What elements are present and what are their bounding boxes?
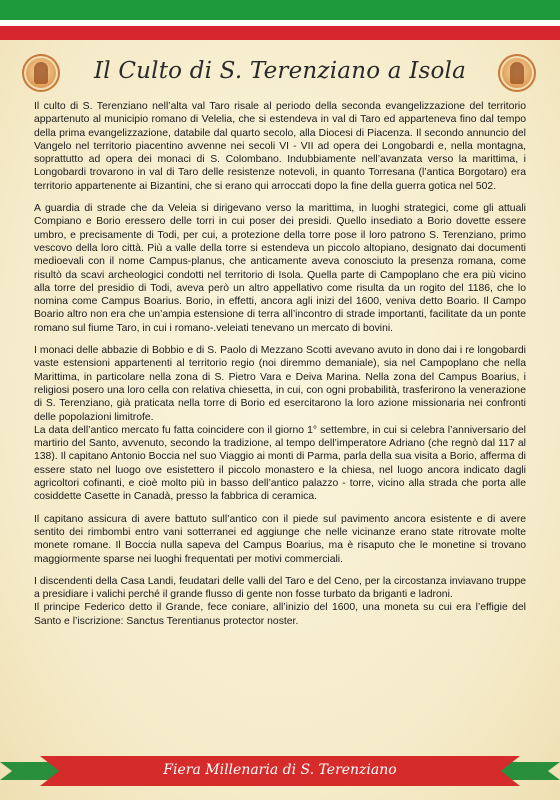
- banner-text: Fiera Millenaria di S. Terenziano: [163, 762, 397, 778]
- top-stripe-green: [0, 0, 560, 20]
- seal-emblem-icon: [498, 54, 536, 92]
- paragraph: A guardia di strade che da Veleia si dirigevano verso la marittima, in luoghi strategici, come gli attuali Compiano e Borio eressero delle torri in cui poser dei presidi. Quello insediato a Borio dovette essere umbro, e precisamente di Todi, per cui, a protezione della torre pose il loro patrono S. Terenziano, primo vescovo della loro città. Più a valle della torre si estendeva un piccolo altopiano, designato dai documenti medioevali con il nome Campus-planus, che anticamente aveva conosciuto la presenza romana, come risultò da scavi archeologici condotti nel territorio di Isola. Quella parte di Campoplano che era più vicino alla torre del presidio di Todi, aveva però un altro appellativo come risulta da un rogito del 1186, che lo nomina come Campus Boarius. Borio, in effetti, ancora agli inizi del 1600, veniva detto Boario. Il Campo Boario altro non era che un’ampia estensione di terra all’incontro di strade importanti, facilitate da un ponte romano sul fiume Taro, in cui i romano-.veleiati tenevano un mercato di bovini.: [34, 203, 526, 334]
- paragraph: Il culto di S. Terenziano nell’alta val Taro risale al periodo della seconda evangelizzazione del territorio appartenuto al municipio romano di Velelia, che si estendeva in val di Taro ed apparteneva fino dal tempo della prima evangelizzazione, databile dal quarto secolo, alla Diocesi di Piacenza. Il secondo annuncio del Vangelo nel territorio piacentino avvenne nei secoli VI - VII ad opera dei Longobardi e, nella montagna, soprattutto ad opera dei monaci di S. Colombano. Indubbiamente nell’avanzata verso la marittima, i Longobardi trovarono in val di Taro delle resistenze notevoli, in quanto Torresana (l’antica Borgotaro) era territorio appartenente ai Bizantini, che si erano qui arroccati dopo la fine della guerra gotica nel 502.: [34, 101, 526, 192]
- paragraph: Il capitano assicura di avere battuto sull’antico con il piede sul pavimento ancora esistente e di avere sentito dei rimbombi entro vani sotterranei ed aggiunge che nelle vicinanze erano state ritrovate molte monete romane. Il Boccia nulla sapeva del Campus Boarius, ma è risaputo che le monetine si trovano maggiormente sparse nei luoghi frequentati per motivi commerciali.: [34, 513, 526, 565]
- paragraph: La data dell’antico mercato fu fatta coincidere con il giorno 1° settembre, in cui si celebra l’anniversario del martirio del Santo, avvenuto, secondo la tradizione, al tempo dell’imperatore Adriano (che regnò dal 117 al 138). Il capitano Antonio Boccia nel suo Viaggio ai monti di Parma, parla della sua visita a Borio, afferma di essere stato nel luogo ove esistettero il piccolo monastero e la chiesa, nel luogo ancora indicato dagli agricoltori cofinanti, e cioè molto più in basso dell’antico palazzo - torre, vicino alla strada che porta alle cosiddette Casette in Canadà, presso la fabbrica di ceramica.: [34, 424, 526, 503]
- paragraph: I monaci delle abbazie di Bobbio e di S. Paolo di Mezzano Scotti avevano avuto in dono dai i re longobardi vaste estensioni appartenenti al territorio regio (noi diremmo demaniale), sia nel Campoplano che nella Marittima, in particolare nella zona di S. Pietro Vara e Deiva Marina. Nella zona del Campus Boarius, i religiosi posero una loro cella con relativa chiesetta, in cui, con ogni probabilità, trasferirono la venerazione di S. Terenziano, già praticata nella torre di Borio ed esercitarono la loro azione missionaria nei confronti delle popolazioni limitrofe.: [34, 345, 526, 423]
- page-title: Il Culto di S. Terenziano a Isola: [93, 58, 467, 84]
- paragraph: Il principe Federico detto il Grande, fece coniare, all’inizio del 1600, una moneta su cui era l’effigie del Santo e l’iscrizione: Sanctus Terentianus protector noster.: [34, 602, 526, 627]
- seal-emblem-icon: [22, 54, 60, 92]
- paragraph: I discendenti della Casa Landi, feudatari delle valli del Taro e del Ceno, per la circostanza inviavano truppe a presidiare i valichi perché il grande flusso di gente non fosse turbato da briganti e ladroni.: [34, 575, 526, 601]
- article-body: [34, 100, 526, 637]
- footer-banner: [0, 756, 560, 786]
- top-stripe-red: [0, 26, 560, 40]
- header: [0, 50, 560, 96]
